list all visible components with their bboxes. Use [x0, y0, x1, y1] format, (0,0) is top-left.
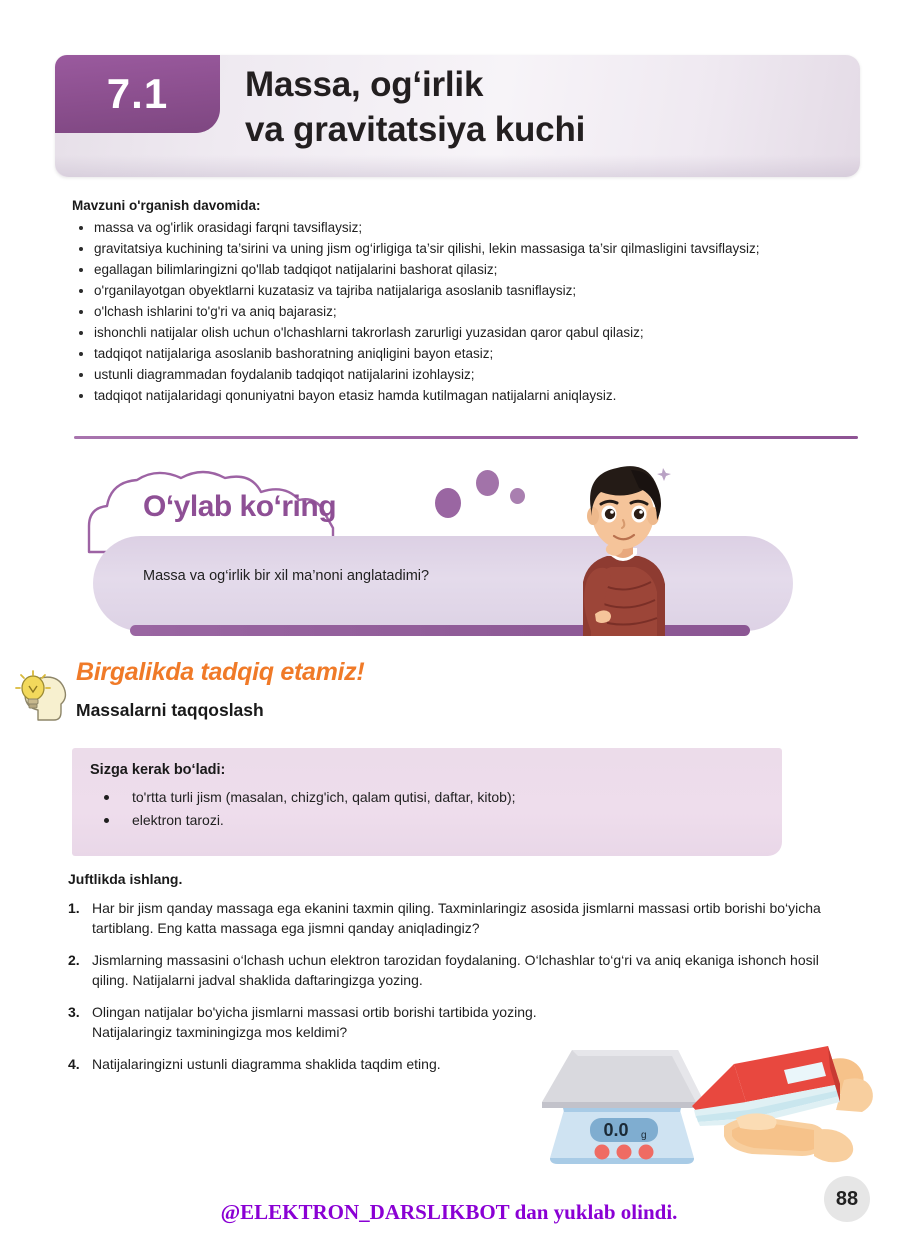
chapter-header — [55, 55, 860, 183]
section-divider — [74, 436, 858, 439]
material-item: elektron tarozi. — [90, 809, 516, 832]
hands-holding-book-icon — [692, 1046, 873, 1162]
idea-lightbulb-head-icon — [14, 668, 72, 722]
learning-objectives — [72, 198, 862, 407]
page-title-line-2: va gravitatsiya kuchi — [245, 109, 586, 149]
task-number: 4. — [68, 1055, 80, 1072]
objective-item: gravitatsiya kuchining ta’sirini va uning jism og‘irligiga ta’sir qilishi, lekin massasiga ta’sir qilmasligini tavsiflaysiz; — [72, 239, 862, 259]
material-item: to'rtta turli jism (masalan, chizg'ich, qalam qutisi, daftar, kitob); — [90, 786, 516, 809]
think-question: Massa va og‘irlik bir xil ma’noni anglatadimi? — [143, 568, 430, 584]
objective-item: egallagan bilimlaringizni qo'llab tadqiqot natijalarini bashorat qilasiz; — [72, 260, 862, 280]
chapter-number-badge: 7.1 — [55, 55, 220, 133]
task-text: Har bir jism qanday massaga ega ekanini taxmin qiling. Taxminlaringiz asosida jismlarni massasi ortib borishi bo‘yicha tartiblang. Eng katta massaga ega jismni qanday aniqladingiz? — [92, 900, 821, 937]
page-title-line-1: Massa, og‘irlik — [245, 65, 484, 104]
task-item — [68, 1002, 547, 1043]
thought-dot-small-icon — [510, 488, 525, 504]
objective-item: o'lchash ishlarini to'g'ri va aniq bajarasiz; — [72, 302, 862, 322]
task-item — [68, 950, 848, 991]
watermark-text: @ELEKTRON_DARSLIKBOT dan yuklab olindi. — [220, 1200, 678, 1224]
scale-button — [595, 1145, 610, 1160]
pair-work-label: Juftlikda ishlang. — [68, 871, 183, 887]
think-about-it-box — [85, 458, 845, 648]
task-number: 2. — [68, 951, 80, 968]
task-text: Jismlarning massasini o‘lchash uchun elektron tarozidan foydalaning. O‘lchashlar to‘g‘ri va aniq ekaniga ishonch hosil qiling. Natijalarni jadval shaklida daftaringizga yozing. — [92, 951, 819, 989]
objective-item: tadqiqot natijalaridagi qonuniyatni bayon etasiz hamda kutilmagan natijalarni aniqlaysiz. — [72, 386, 862, 406]
task-item — [68, 1054, 547, 1074]
page-number-badge: 88 — [824, 1176, 870, 1222]
investigate-subtitle: Massalarni taqqoslash — [76, 700, 264, 720]
objectives-list — [72, 218, 862, 406]
electronic-scale-icon — [542, 1050, 704, 1164]
task-text: Natijalaringizni ustunli diagramma shaklida taqdim eting. — [92, 1055, 441, 1072]
objective-item: ustunli diagrammadan foydalanib tadqiqot natijalarini izohlaysiz; — [72, 365, 862, 385]
page-title — [245, 63, 845, 153]
materials-box — [72, 748, 782, 856]
objectives-heading: Mavzuni o'rganish davomida: — [72, 198, 261, 213]
objective-item: ishonchli natijalar olish uchun o'lchashlarni takrorlash zarurligi yuzasidan qaror qabul qilasiz; — [72, 323, 862, 343]
scale-display-value: 0.0 — [603, 1120, 629, 1140]
think-title: O‘ylab ko‘ring — [143, 490, 337, 523]
scale-button — [617, 1145, 632, 1160]
scale-button — [639, 1145, 654, 1160]
objective-item: massa va og'irlik orasidagi farqni tavsiflaysiz; — [72, 218, 862, 238]
investigate-banner-title: Birgalikda tadqiq etamiz! — [76, 658, 365, 686]
task-number: 1. — [68, 900, 80, 916]
task-number: 3. — [68, 1003, 80, 1020]
scale-display-unit: g — [641, 1130, 647, 1141]
task-item — [68, 898, 848, 939]
materials-title: Sizga kerak bo‘ladi: — [90, 762, 226, 778]
investigate-section-header — [14, 658, 574, 736]
thought-dot-large-icon — [435, 488, 461, 518]
objective-item: tadqiqot natijalariga asoslanib bashoratning aniqligini bayon etasiz; — [72, 344, 862, 364]
objective-item: o'rganilayotgan obyektlarni kuzatasiz va tajriba natijalariga asoslanib tasniflaysiz; — [72, 281, 862, 301]
thinking-boy-illustration — [535, 454, 710, 636]
thought-dot-medium-icon — [476, 470, 499, 496]
materials-list — [90, 786, 516, 831]
scale-and-books-illustration — [528, 1018, 888, 1188]
task-text: Olingan natijalar bo'yicha jismlarni massasi ortib borishi tartibida yozing. Natijalaringiz taxminingizga mos keldimi? — [92, 1003, 537, 1041]
